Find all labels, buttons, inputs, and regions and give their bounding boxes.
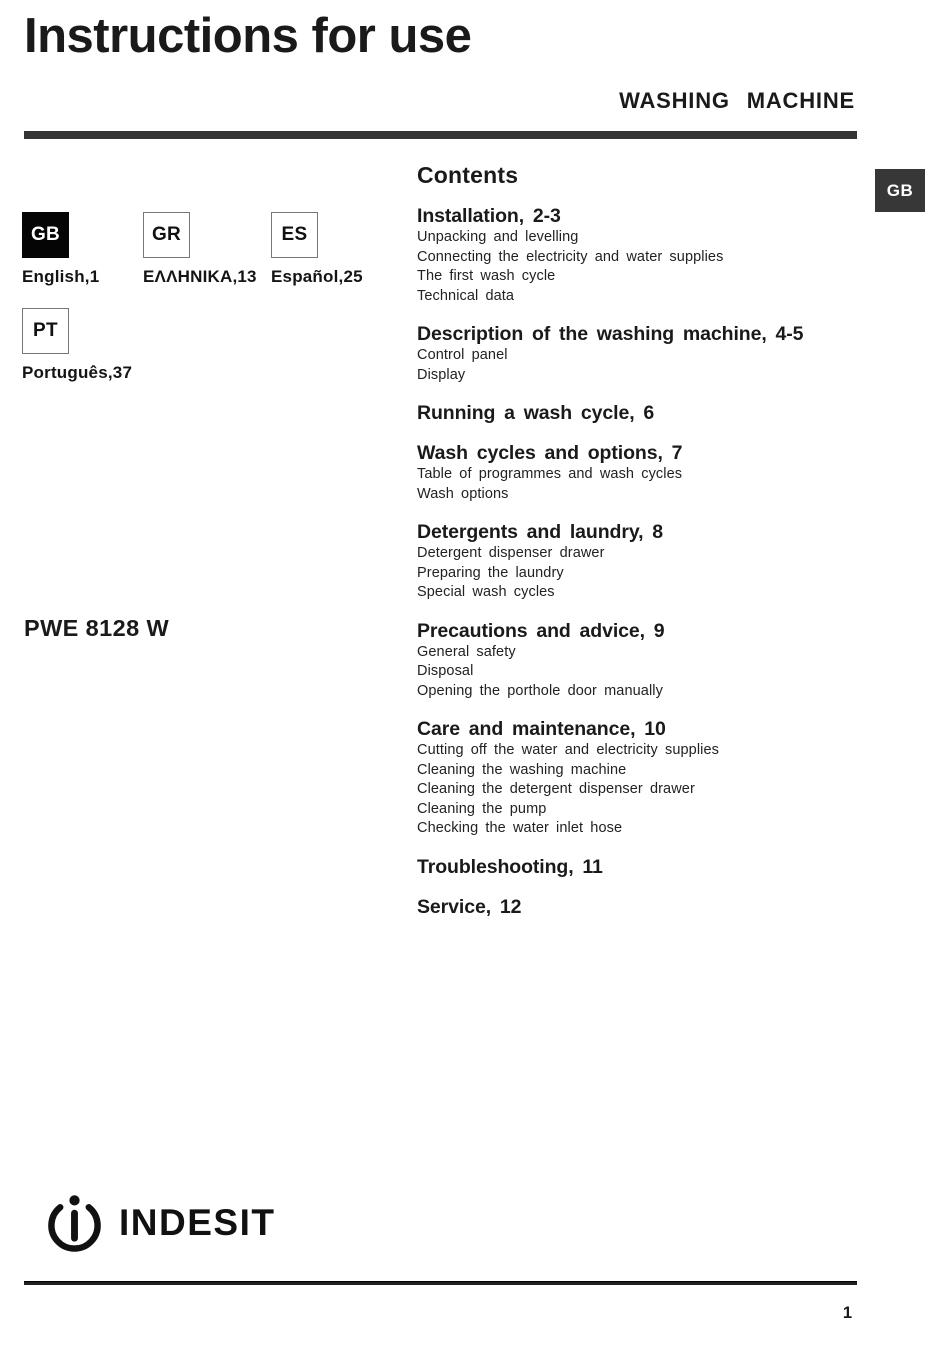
language-code-box (143, 212, 190, 258)
contents-section (417, 402, 859, 425)
contents-item: Table of programmes and wash cycles (417, 466, 683, 482)
language-label: ΕΛΛΗΝΙΚΑ,13 (143, 267, 257, 286)
contents-section (417, 442, 859, 504)
contents-item: Cleaning the pump (417, 800, 547, 817)
language-code-box (22, 308, 69, 354)
contents-section (417, 856, 859, 879)
contents-section (417, 896, 859, 919)
contents-section-title: Detergents and laundry, 8 (417, 521, 664, 543)
language-code: PT (33, 320, 58, 341)
contents-section (417, 521, 859, 603)
language-option-pt (22, 308, 172, 383)
contents-section (417, 620, 859, 702)
language-side-tab: GB (875, 169, 925, 212)
contents-item: Checking the water inlet hose (417, 820, 623, 836)
contents-item: Connecting the electricity and water supplies (417, 248, 724, 265)
contents-item: Display (417, 366, 466, 383)
contents-item: The first wash cycle (417, 268, 556, 284)
footer-rule (24, 1281, 857, 1285)
language-label: Español,25 (271, 267, 363, 286)
language-label: Português,37 (22, 363, 133, 382)
contents-section-title: Service, 12 (417, 895, 522, 918)
contents-item: Disposal (417, 663, 474, 679)
language-code-box (22, 212, 69, 258)
language-selector-grid (22, 212, 402, 392)
contents-section (417, 323, 859, 385)
contents-item: General safety (417, 643, 516, 660)
contents-item: Wash options (417, 485, 509, 502)
table-of-contents (417, 205, 859, 919)
contents-section-title: Wash cycles and options, 7 (417, 442, 683, 464)
language-option-es (271, 212, 421, 287)
indesit-wordmark: INDESIT (119, 1201, 276, 1243)
language-code: GR (151, 224, 182, 245)
contents-item: Technical data (417, 287, 515, 304)
contents-item: Control panel (417, 347, 508, 363)
language-code: GB (30, 224, 61, 245)
contents-heading: Contents (417, 162, 519, 188)
contents-section-title: Description of the washing machine, 4-5 (417, 323, 804, 345)
contents-item: Preparing the laundry (417, 564, 564, 581)
header-rule (24, 131, 857, 139)
model-number: PWE 8128 W (24, 615, 170, 641)
contents-section-title: Installation, 2-3 (417, 205, 561, 227)
contents-section-title: Running a wash cycle, 6 (417, 402, 655, 424)
contents-item: Special wash cycles (417, 584, 555, 600)
indesit-logo (45, 1192, 275, 1252)
language-label: English,1 (22, 267, 100, 286)
language-code-box (271, 212, 318, 258)
page-number: 1 (842, 1304, 852, 1322)
contents-item: Cleaning the washing machine (417, 761, 627, 778)
page-title: Instructions for use (24, 9, 472, 63)
contents-item: Opening the porthole door manually (417, 682, 663, 699)
contents-section-title: Care and maintenance, 10 (417, 718, 666, 740)
contents-section-title: Troubleshooting, 11 (417, 855, 603, 878)
language-code: ES (281, 224, 308, 245)
contents-item: Cleaning the detergent dispenser drawer (417, 781, 695, 797)
contents-section (417, 718, 859, 839)
contents-section (417, 205, 859, 306)
contents-column (417, 162, 859, 919)
machine-type-label: WASHING MACHINE (619, 88, 855, 113)
contents-item: Cutting off the water and electricity supplies (417, 742, 720, 758)
contents-section-title: Precautions and advice, 9 (417, 619, 665, 642)
indesit-i-mark-icon (45, 1193, 104, 1252)
contents-item: Unpacking and levelling (417, 229, 579, 245)
contents-item: Detergent dispenser drawer (417, 545, 605, 561)
